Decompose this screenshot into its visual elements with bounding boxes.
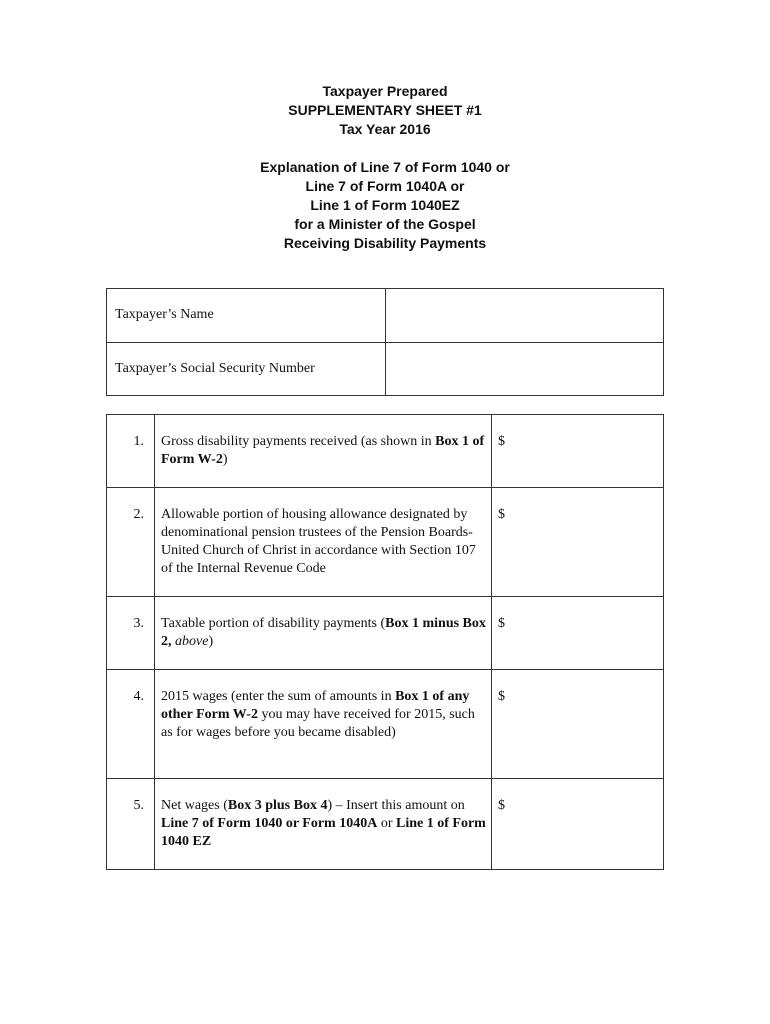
description-text: or xyxy=(377,816,396,831)
line-number: 3. xyxy=(107,597,155,670)
description-text: you may have received for 2015, such as for wages before you became disabled) xyxy=(161,707,475,740)
form-header xyxy=(0,82,770,253)
amount-field[interactable]: $ xyxy=(492,670,664,779)
form-subtitle-line: for a Minister of the Gospel xyxy=(294,216,476,232)
description-text: Net wages ( xyxy=(161,798,228,813)
description-text: Taxable portion of disability payments ( xyxy=(161,616,386,631)
description-text: Gross disability payments received (as shown in xyxy=(161,434,436,449)
description-bold-text: Box 1 of Form W-2 xyxy=(161,434,485,467)
form-title-line: Taxpayer Prepared xyxy=(322,83,448,99)
description-bold-text: Box 1 minus Box 2, xyxy=(161,616,486,649)
description-text: ) – Insert this amount on xyxy=(327,798,465,813)
taxpayer-ssn-row xyxy=(107,342,664,396)
amount-field[interactable]: $ xyxy=(492,597,664,670)
description-bold-text: Box 1 of any other Form W-2 xyxy=(161,689,470,722)
form-subtitle-line: Receiving Disability Payments xyxy=(283,235,487,251)
line-description xyxy=(155,670,492,779)
form-sheet-title: SUPPLEMENTARY SHEET #1 xyxy=(288,102,482,118)
taxpayer-ssn-label: Taxpayer’s Social Security Number xyxy=(107,342,386,396)
table-row xyxy=(107,670,664,779)
line-description xyxy=(155,779,492,870)
worksheet-table xyxy=(106,414,664,870)
amount-field[interactable]: $ xyxy=(492,488,664,597)
taxpayer-name-field[interactable] xyxy=(386,289,664,343)
description-text: ) xyxy=(208,634,214,649)
table-row xyxy=(107,488,664,597)
line-number: 4. xyxy=(107,670,155,779)
line-description xyxy=(155,597,492,670)
line-description xyxy=(155,415,492,488)
form-tax-year: Tax Year 2016 xyxy=(339,121,431,137)
taxpayer-name-label: Taxpayer’s Name xyxy=(107,289,386,343)
line-number: 5. xyxy=(107,779,155,870)
taxpayer-ssn-field[interactable] xyxy=(386,342,664,396)
description-italic-text: above xyxy=(175,634,209,649)
amount-field[interactable]: $ xyxy=(492,415,664,488)
description-text: Allowable portion of housing allowance designated by denominational pension trustees of the Pension Boards-United Church of Christ in accordance with Section 107 of the Internal Revenue Code xyxy=(161,507,476,576)
line-number: 1. xyxy=(107,415,155,488)
description-bold-text: Line 1 of Form 1040 EZ xyxy=(161,816,486,849)
table-row xyxy=(107,597,664,670)
taxpayer-name-row xyxy=(107,289,664,343)
description-bold-text: Box 3 plus Box 4 xyxy=(227,798,328,813)
amount-field[interactable]: $ xyxy=(492,779,664,870)
form-subtitle-line: Line 7 of Form 1040A or xyxy=(305,178,465,194)
description-bold-text: Line 7 of Form 1040 or Form 1040A xyxy=(161,816,378,831)
line-number: 2. xyxy=(107,488,155,597)
taxpayer-info-table xyxy=(106,288,664,396)
form-subtitle-line: Explanation of Line 7 of Form 1040 or xyxy=(260,159,510,175)
description-text: ) xyxy=(222,452,228,467)
table-row xyxy=(107,415,664,488)
line-description xyxy=(155,488,492,597)
table-row xyxy=(107,779,664,870)
description-text: 2015 wages (enter the sum of amounts in xyxy=(161,689,396,704)
form-subtitle-line: Line 1 of Form 1040EZ xyxy=(310,197,460,213)
